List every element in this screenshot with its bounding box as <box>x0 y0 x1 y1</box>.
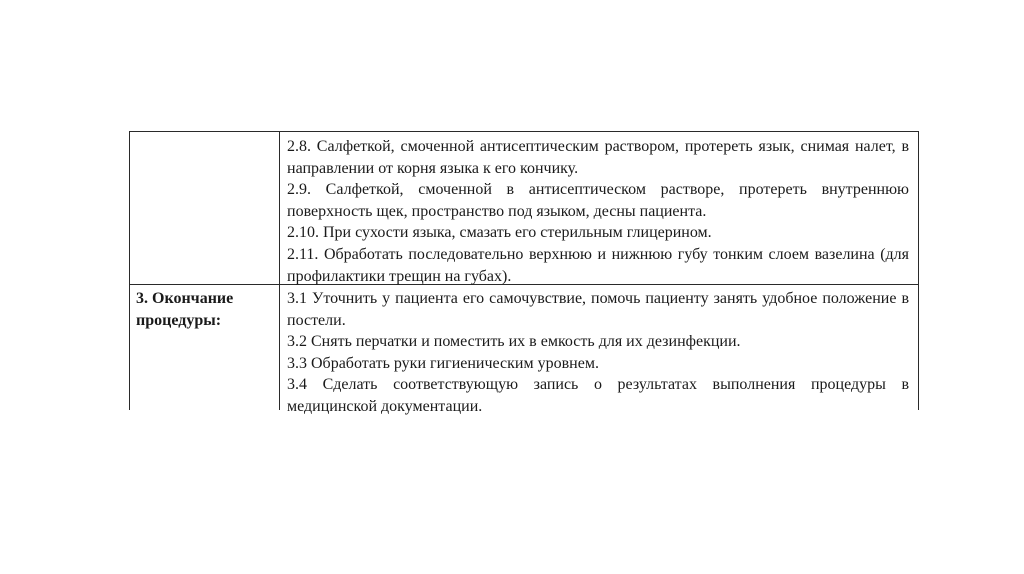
table-right-border <box>918 131 919 410</box>
step-2-8: 2.8. Салфеткой, смоченной антисептическим раствором, протереть язык, снимая налет, в направлении от корня языка к его кончику. <box>287 138 909 177</box>
section-heading-completion: 3. Окончание процедуры: <box>136 290 234 329</box>
table-column-divider <box>279 131 280 410</box>
table-top-border <box>129 131 919 132</box>
step-2-9: 2.9. Салфеткой, смоченной в антисептическом растворе, протереть внутреннюю поверхность щек, пространство под языком, десны пациента. <box>287 181 909 220</box>
step-3-3: 3.3 Обработать руки гигиеническим уровнем. <box>287 354 599 372</box>
procedure-table <box>129 131 919 415</box>
table-row-2-steps <box>287 288 909 418</box>
table-row-1-steps <box>287 136 909 287</box>
table-left-border <box>129 131 130 410</box>
step-3-4: 3.4 Сделать соответствующую запись о результатах выполнения процедуры в медицинской документации. <box>287 376 909 415</box>
step-3-2: 3.2 Снять перчатки и поместить их в емкость для их дезинфекции. <box>287 333 741 351</box>
step-3-1: 3.1 Уточнить у пациента его самочувствие, помочь пациенту занять удобное положение в постели. <box>287 290 909 329</box>
step-2-11: 2.11. Обработать последовательно верхнюю и нижнюю губу тонким слоем вазелина (для профилактики трещин на губах). <box>287 245 909 285</box>
step-2-10: 2.10. При сухости языка, смазать его стерильным глицерином. <box>287 224 712 242</box>
